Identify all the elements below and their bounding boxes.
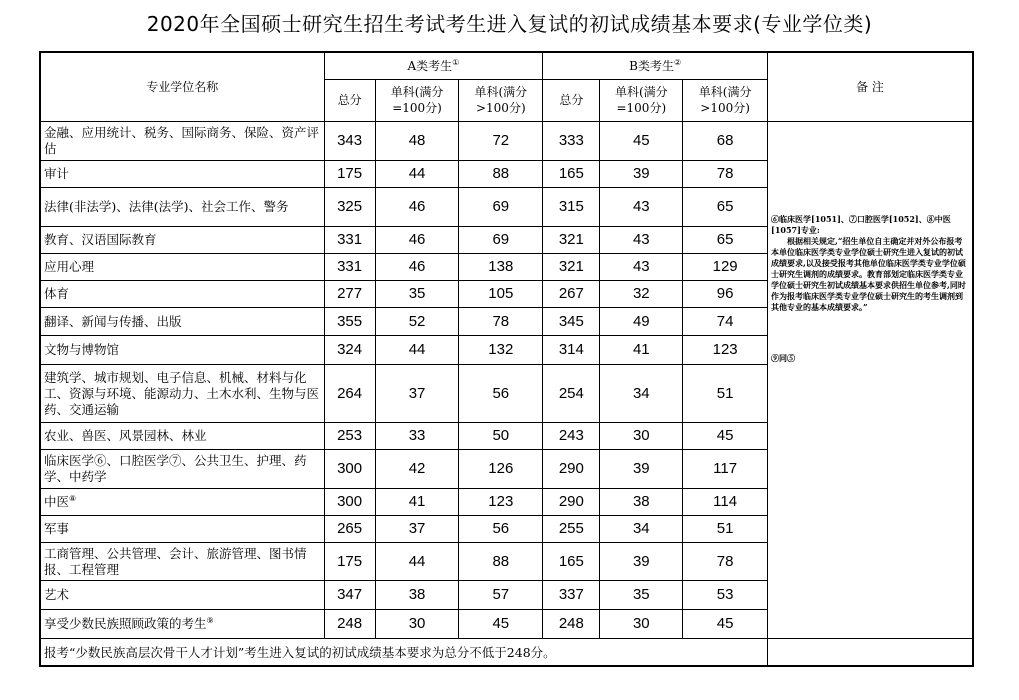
score-b-single100: 43 (600, 187, 683, 226)
score-b-single100: 39 (600, 449, 683, 488)
score-a-single-gt100: 69 (459, 187, 543, 226)
score-a-single-gt100: 88 (459, 160, 543, 187)
score-b-single-gt100: 123 (683, 335, 768, 364)
score-a-total: 277 (324, 280, 375, 307)
degree-name-cell: 文物与博物馆 (40, 335, 324, 364)
score-a-total: 265 (324, 515, 375, 542)
score-a-single100: 44 (375, 542, 459, 580)
score-b-total: 315 (543, 187, 600, 226)
score-a-single-gt100: 57 (459, 580, 543, 609)
score-a-single100: 46 (375, 226, 459, 253)
score-b-single-gt100: 129 (683, 253, 768, 280)
col-header-group-b: B类考生② (543, 52, 768, 79)
score-a-single100: 38 (375, 580, 459, 609)
score-a-total: 331 (324, 253, 375, 280)
score-a-single-gt100: 45 (459, 609, 543, 638)
col-header-group-a: A类考生① (324, 52, 543, 79)
score-a-total: 325 (324, 187, 375, 226)
degree-name-cell: 享受少数民族照顾政策的考生⑨ (40, 609, 324, 638)
col-header-b-single-gt100: 单科(满分>100分) (683, 79, 768, 121)
score-b-total: 243 (543, 422, 600, 449)
score-a-total: 324 (324, 335, 375, 364)
score-a-single100: 30 (375, 609, 459, 638)
score-a-single100: 37 (375, 364, 459, 422)
score-b-single100: 43 (600, 253, 683, 280)
score-a-single100: 46 (375, 187, 459, 226)
degree-name-cell: 教育、汉语国际教育 (40, 226, 324, 253)
degree-name-cell: 临床医学⑥、口腔医学⑦、公共卫生、护理、药学、中药学 (40, 449, 324, 488)
score-a-single100: 52 (375, 307, 459, 335)
score-b-single100: 34 (600, 515, 683, 542)
score-a-single-gt100: 56 (459, 515, 543, 542)
score-a-single-gt100: 126 (459, 449, 543, 488)
score-b-total: 248 (543, 609, 600, 638)
score-a-total: 175 (324, 542, 375, 580)
score-b-single-gt100: 65 (683, 187, 768, 226)
score-b-total: 314 (543, 335, 600, 364)
score-a-single-gt100: 105 (459, 280, 543, 307)
score-b-single-gt100: 96 (683, 280, 768, 307)
score-a-total: 347 (324, 580, 375, 609)
score-a-single-gt100: 50 (459, 422, 543, 449)
score-b-single-gt100: 53 (683, 580, 768, 609)
score-b-total: 254 (543, 364, 600, 422)
score-b-total: 345 (543, 307, 600, 335)
score-a-single-gt100: 123 (459, 488, 543, 515)
score-a-total: 175 (324, 160, 375, 187)
score-b-single-gt100: 45 (683, 422, 768, 449)
col-header-a-single100: 单科(满分=100分) (375, 79, 459, 121)
score-b-single100: 39 (600, 160, 683, 187)
score-a-single-gt100: 78 (459, 307, 543, 335)
score-b-total: 165 (543, 542, 600, 580)
score-b-total: 165 (543, 160, 600, 187)
score-a-total: 253 (324, 422, 375, 449)
score-a-single100: 42 (375, 449, 459, 488)
score-b-single100: 38 (600, 488, 683, 515)
remark-line: ⑨同⑤ (771, 352, 796, 363)
degree-name-cell: 工商管理、公共管理、会计、旅游管理、图书情报、工程管理 (40, 542, 324, 580)
degree-name-cell: 中医⑧ (40, 488, 324, 515)
score-b-single100: 34 (600, 364, 683, 422)
col-header-remarks: 备 注 (768, 52, 973, 121)
score-b-single100: 30 (600, 609, 683, 638)
col-header-a-total: 总分 (324, 79, 375, 121)
degree-name-cell: 建筑学、城市规划、电子信息、机械、材料与化工、资源与环境、能源动力、土木水利、生物与医药、交通运输 (40, 364, 324, 422)
col-header-b-single100: 单科(满分=100分) (600, 79, 683, 121)
score-b-total: 255 (543, 515, 600, 542)
table-row (40, 121, 973, 160)
col-header-a-single-gt100: 单科(满分>100分) (459, 79, 543, 121)
score-b-total: 321 (543, 253, 600, 280)
remark-line: ⑥临床医学[1051]、⑦口腔医学[1052]、⑧中医[1057]专业: (771, 213, 951, 235)
score-a-single100: 46 (375, 253, 459, 280)
remark-line: 根据相关规定,“招生单位自主确定并对外公布报考本单位临床医学类专业学位硕士研究生进入复试的初试成绩要求,以及接受报考其他单位临床医学类专业学位硕士研究生调剂的成绩要求。教育部划定临床医学类专业学位硕士研究生初试成绩基本要求供招生单位参考,同时作为报考临床医学类专业学位硕士研究生的考生调剂到其他专业的基本成绩要求。” (771, 235, 966, 312)
score-b-single-gt100: 74 (683, 307, 768, 335)
score-a-single100: 41 (375, 488, 459, 515)
score-b-single100: 45 (600, 121, 683, 160)
degree-name-cell: 审计 (40, 160, 324, 187)
score-a-single-gt100: 132 (459, 335, 543, 364)
score-a-total: 343 (324, 121, 375, 160)
footnote: 报考“少数民族高层次骨干人才计划”考生进入复试的初试成绩基本要求为总分不低于248分。 (40, 638, 768, 666)
degree-name-cell: 农业、兽医、风景园林、林业 (40, 422, 324, 449)
degree-name-cell: 体育 (40, 280, 324, 307)
score-b-single-gt100: 45 (683, 609, 768, 638)
remarks-cell (768, 121, 973, 638)
degree-name-cell: 军事 (40, 515, 324, 542)
score-b-total: 321 (543, 226, 600, 253)
score-b-single100: 49 (600, 307, 683, 335)
footnote-blank (768, 638, 973, 666)
score-a-total: 264 (324, 364, 375, 422)
score-a-single100: 37 (375, 515, 459, 542)
score-b-total: 290 (543, 488, 600, 515)
score-b-single100: 35 (600, 580, 683, 609)
score-b-single-gt100: 51 (683, 515, 768, 542)
score-b-single-gt100: 117 (683, 449, 768, 488)
score-b-total: 337 (543, 580, 600, 609)
degree-name-cell: 金融、应用统计、税务、国际商务、保险、资产评估 (40, 121, 324, 160)
score-a-single100: 44 (375, 335, 459, 364)
table-body (40, 121, 973, 638)
score-a-single100: 44 (375, 160, 459, 187)
degree-name-cell: 法律(非法学)、法律(法学)、社会工作、警务 (40, 187, 324, 226)
col-header-b-total: 总分 (543, 79, 600, 121)
score-b-single-gt100: 114 (683, 488, 768, 515)
score-a-single-gt100: 69 (459, 226, 543, 253)
score-a-total: 355 (324, 307, 375, 335)
score-b-single-gt100: 78 (683, 160, 768, 187)
score-a-single100: 48 (375, 121, 459, 160)
score-a-total: 300 (324, 449, 375, 488)
score-b-single100: 43 (600, 226, 683, 253)
score-b-single100: 41 (600, 335, 683, 364)
score-b-single100: 32 (600, 280, 683, 307)
score-b-single100: 39 (600, 542, 683, 580)
score-a-single-gt100: 138 (459, 253, 543, 280)
score-a-single100: 33 (375, 422, 459, 449)
score-b-single-gt100: 78 (683, 542, 768, 580)
score-b-total: 290 (543, 449, 600, 488)
score-b-total: 333 (543, 121, 600, 160)
score-a-total: 331 (324, 226, 375, 253)
score-a-single-gt100: 56 (459, 364, 543, 422)
score-b-single-gt100: 65 (683, 226, 768, 253)
score-a-single-gt100: 88 (459, 542, 543, 580)
degree-name-cell: 应用心理 (40, 253, 324, 280)
score-b-total: 267 (543, 280, 600, 307)
page-title: 2020年全国硕士研究生招生考试考生进入复试的初试成绩基本要求(专业学位类) (146, 12, 873, 36)
score-table (39, 51, 974, 667)
score-a-total: 248 (324, 609, 375, 638)
score-b-single100: 30 (600, 422, 683, 449)
score-a-single-gt100: 72 (459, 121, 543, 160)
degree-name-cell: 翻译、新闻与传播、出版 (40, 307, 324, 335)
score-b-single-gt100: 68 (683, 121, 768, 160)
score-b-single-gt100: 51 (683, 364, 768, 422)
score-a-total: 300 (324, 488, 375, 515)
degree-name-cell: 艺术 (40, 580, 324, 609)
col-header-name: 专业学位名称 (40, 52, 324, 121)
score-a-single100: 35 (375, 280, 459, 307)
